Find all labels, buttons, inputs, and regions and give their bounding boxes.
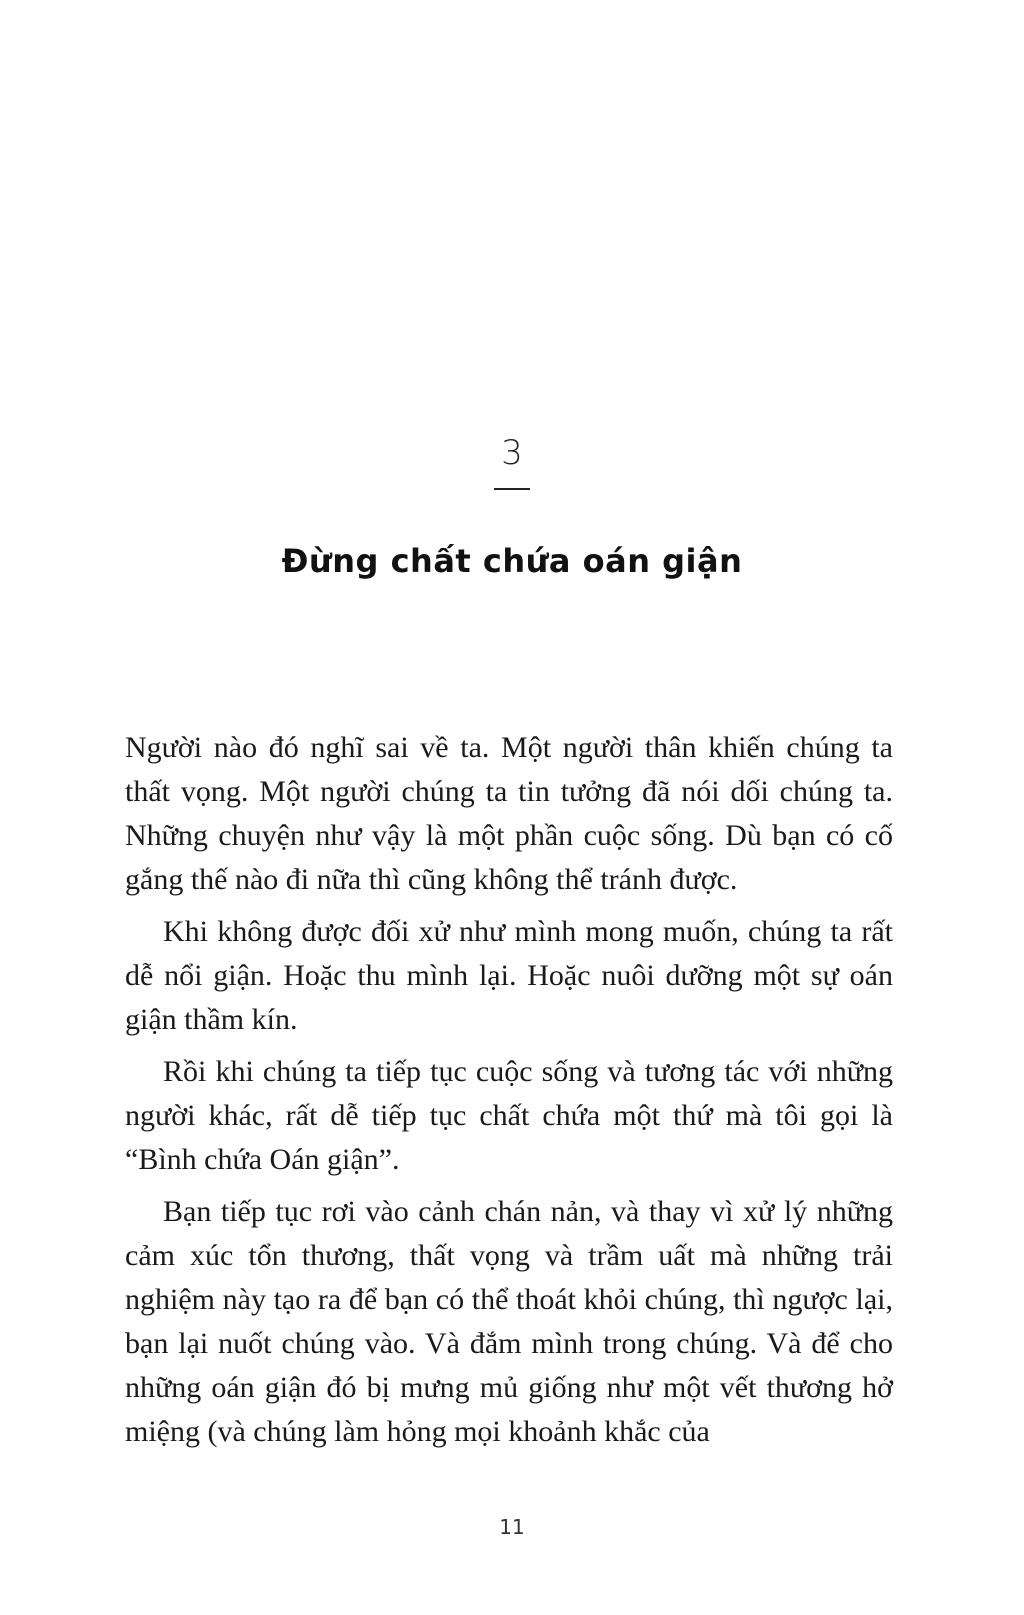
chapter-title: Đừng chất chứa oán giận (281, 542, 743, 580)
paragraph-4: Bạn tiếp tục rơi vào cảnh chán nản, và thay vì xử lý những cảm xúc tổn thương, thất vọng và trầm uất mà những trải nghiệm này tạo ra để bạn có thể thoát khỏi chúng, thì ngược lại, bạn lại nuốt chúng vào. Và đắm mình trong chúng. Và để cho những oán giận đó bị mưng mủ giống như một vết thương hở miệng (và chúng làm hỏng mọi khoảnh khắc của (125, 1195, 893, 1448)
paragraph-3: Rồi khi chúng ta tiếp tục cuộc sống và tương tác với những người khác, rất dễ tiếp tục chất chứa một thứ mà tôi gọi là “Bình chứa Oán giận”. (125, 1055, 893, 1176)
paragraph-1: Người nào đó nghĩ sai về ta. Một người thân khiến chúng ta thất vọng. Một người chúng ta tin tưởng đã nói dối chúng ta. Những chuyện như vậy là một phần cuộc sống. Dù bạn có cố gắng thế nào đi nữa thì cũng không thể tránh được. (125, 731, 893, 896)
chapter-number: 3 (501, 433, 523, 473)
chapter-body (125, 726, 893, 1462)
chapter-divider (494, 488, 530, 490)
page-number: 11 (499, 1515, 525, 1539)
paragraph-2: Khi không được đối xử như mình mong muốn, chúng ta rất dễ nổi giận. Hoặc thu mình lại. Hoặc nuôi dưỡng một sự oán giận thầm kín. (125, 915, 893, 1036)
